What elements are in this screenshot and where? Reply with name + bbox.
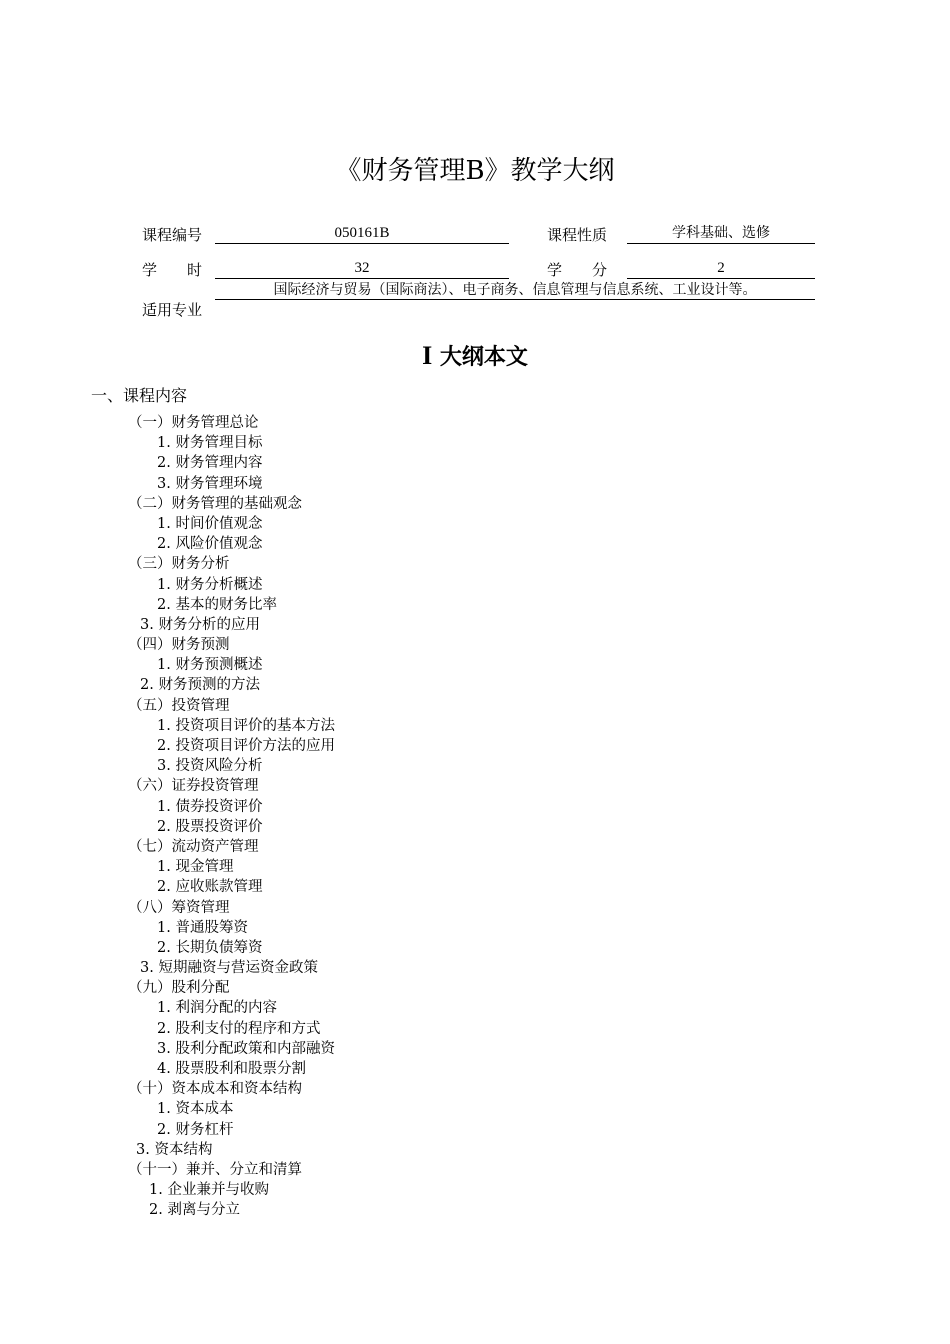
hours-label: 学 时 [142, 261, 203, 279]
section-title-text: 大纲本文 [439, 344, 528, 370]
chapter-11: （十一）兼并、分立和清算 [128, 1161, 302, 1178]
list-item: 1. 现金管理 [157, 859, 234, 876]
list-item: 2. 长期负债筹资 [157, 939, 263, 956]
list-item: 2. 投资项目评价方法的应用 [157, 738, 335, 754]
list-item: 2. 财务管理内容 [157, 455, 263, 472]
list-item: 2. 财务预测的方法 [140, 677, 260, 694]
chapter-4: （四）财务预测 [128, 637, 230, 654]
list-item: 2. 股利支付的程序和方式 [157, 1020, 321, 1037]
list-item: 1. 利润分配的内容 [157, 1000, 277, 1017]
list-item: 2. 基本的财务比率 [157, 596, 277, 613]
chapter-7: （七）流动资产管理 [128, 838, 259, 855]
list-item: 2. 风险价值观念 [157, 536, 263, 553]
chapter-6: （六）证券投资管理 [128, 778, 259, 795]
list-item: 2. 股票投资评价 [157, 818, 263, 835]
list-item: 3. 投资风险分析 [157, 758, 263, 775]
list-item: 1. 投资项目评价的基本方法 [157, 717, 335, 734]
chapter-8: （八）筹资管理 [128, 899, 230, 916]
list-item: 1. 时间价值观念 [157, 515, 263, 532]
chapter-3: （三）财务分析 [128, 556, 230, 573]
credits-value: 2 [627, 259, 815, 279]
list-item: 3. 资本结构 [136, 1141, 213, 1158]
list-item: 2. 剥离与分立 [149, 1202, 240, 1219]
list-item: 3. 短期融资与营运资金政策 [140, 960, 318, 977]
list-item: 1. 财务预测概述 [157, 657, 263, 674]
section-roman: I [422, 341, 433, 370]
major-label: 适用专业 [142, 301, 203, 319]
list-item: 1. 财务分析概述 [157, 576, 263, 593]
info-row-major [0, 283, 950, 323]
chapter-9: （九）股利分配 [128, 980, 230, 997]
hours-value: 32 [215, 259, 509, 279]
list-item: 3. 股利分配政策和内部融资 [157, 1040, 335, 1057]
course-outline [0, 413, 950, 1221]
page-title: 《财务管理B》教学大纲 [335, 156, 615, 186]
list-item: 3. 财务分析的应用 [140, 616, 260, 633]
list-item: 1. 财务管理目标 [157, 435, 263, 452]
list-item: 4. 股票股利和股票分割 [157, 1061, 306, 1077]
chapter-5: （五）投资管理 [128, 697, 230, 714]
credits-label: 学 分 [547, 261, 608, 279]
chapter-2: （二）财务管理的基础观念 [128, 495, 302, 512]
list-item: 2. 应收账款管理 [157, 879, 263, 896]
course-type-label: 课程性质 [547, 226, 608, 244]
list-item: 1. 债券投资评价 [157, 798, 263, 815]
course-code-value: 050161B [215, 224, 509, 244]
list-item: 2. 财务杠杆 [157, 1121, 234, 1138]
section-title [0, 340, 950, 371]
course-type-value: 学科基础、选修 [627, 224, 815, 244]
list-item: 1. 企业兼并与收购 [149, 1182, 269, 1199]
info-row-code [0, 224, 950, 254]
course-code-label: 课程编号 [142, 226, 203, 244]
major-value: 国际经济与贸易（国际商法）、电子商务、信息管理与信息系统、工业设计等。 [215, 283, 815, 300]
chapter-10: （十）资本成本和资本结构 [128, 1081, 302, 1098]
heading-course-content: 一、课程内容 [91, 386, 188, 405]
list-item: 1. 资本成本 [157, 1101, 234, 1118]
list-item: 3. 财务管理环境 [157, 475, 263, 492]
chapter-1: （一）财务管理总论 [128, 415, 259, 431]
list-item: 1. 普通股筹资 [157, 919, 248, 936]
